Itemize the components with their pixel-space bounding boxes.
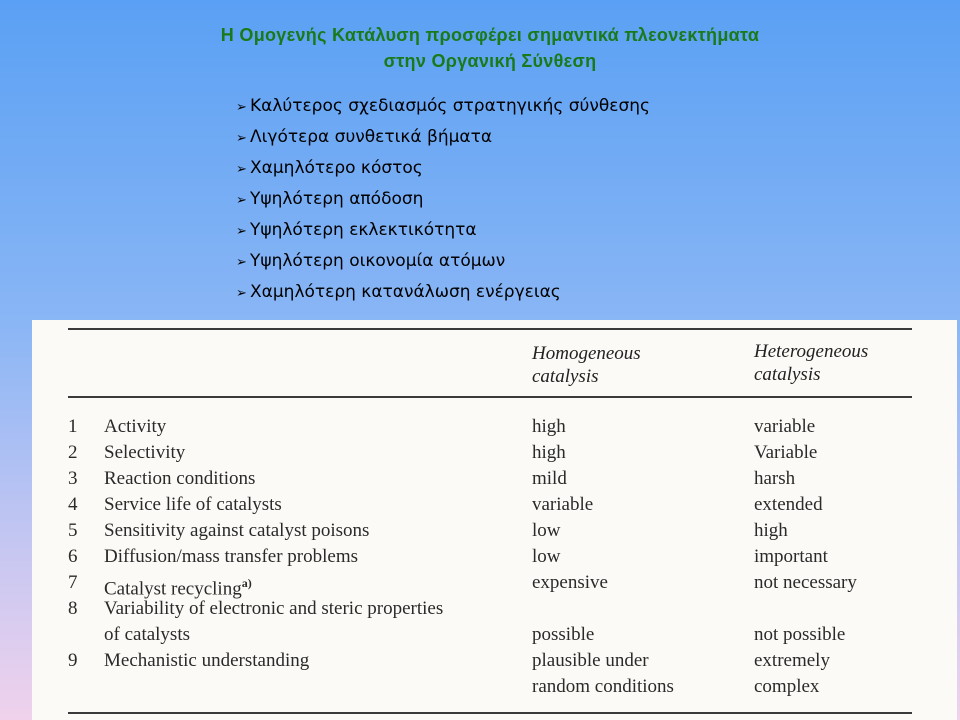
table-row [68,648,948,674]
table-row [68,622,948,648]
row-heterogeneous: not necessary [754,572,857,593]
row-number: 4 [68,494,78,515]
row-property: Variability of electronic and steric properties [104,598,444,619]
row-property: Sensitivity against catalyst poisons [104,520,370,541]
row-heterogeneous: harsh [754,468,796,489]
advantage-text: Υψηλότερη απόδοση [250,189,424,209]
row-property: Service life of catalysts [104,494,282,515]
row-property: Mechanistic understanding [104,650,310,671]
row-property-text: Catalyst recycling [104,578,242,600]
advantage-text: Υψηλότερη οικονομία ατόμων [250,251,506,271]
table-row [68,414,948,440]
row-homogeneous: expensive [532,572,608,593]
arrow-bullet-icon: ➢ [236,224,247,239]
row-property: of catalysts [104,624,191,645]
row-number: 5 [68,520,78,541]
advantage-item [236,154,650,185]
table-row [68,544,948,570]
header-homogeneous: Homogeneous catalysis [532,343,641,387]
table-bottom-rule [68,712,912,714]
row-homogeneous: random conditions [532,676,674,697]
row-heterogeneous: extremely [754,650,830,671]
row-property: Diffusion/mass transfer problems [104,546,358,567]
table-row [68,440,948,466]
advantage-item [236,92,650,123]
table-header-rule [68,396,912,398]
table-row [68,596,948,622]
advantage-text: Χαμηλότερο κόστος [250,158,423,178]
row-heterogeneous: Variable [754,442,818,463]
header-heterogeneous: Heterogeneous catalysis [754,341,869,385]
row-heterogeneous: not possible [754,624,846,645]
slide-title-line-1: Η Ομογενής Κατάλυση προσφέρει σημαντικά πλεονεκτήματα [220,25,760,45]
row-number: 7 [68,572,78,593]
row-number: 8 [68,598,78,619]
arrow-bullet-icon: ➢ [236,286,247,301]
advantage-item [236,247,650,278]
slide-title [0,22,960,74]
row-homogeneous: high [532,442,566,463]
advantage-text: Υψηλότερη εκλεκτικότητα [250,220,477,240]
row-number: 3 [68,468,78,489]
row-property: Activity [104,416,167,437]
table-row [68,570,948,600]
slide-title-line-2: στην Οργανική Σύνθεση [383,51,597,71]
advantage-item [236,278,650,309]
row-homogeneous: possible [532,624,595,645]
row-number: 6 [68,546,78,567]
advantage-item [236,185,650,216]
arrow-bullet-icon: ➢ [236,255,247,270]
row-heterogeneous: important [754,546,828,567]
advantage-item [236,216,650,247]
table-top-rule [68,328,912,330]
arrow-bullet-icon: ➢ [236,162,247,177]
row-number: 2 [68,442,78,463]
row-heterogeneous: extended [754,494,823,515]
table-row [68,674,948,700]
row-property: Reaction conditions [104,468,256,489]
arrow-bullet-icon: ➢ [236,193,247,208]
row-homogeneous: mild [532,468,567,489]
advantage-text: Χαμηλότερη κατανάλωση ενέργειας [250,282,561,302]
row-homogeneous: low [532,546,561,567]
table-row [68,518,948,544]
row-homogeneous: plausible under [532,650,649,671]
row-heterogeneous: variable [754,416,816,437]
advantage-item [236,123,650,154]
row-number: 1 [68,416,78,437]
row-property: Selectivity [104,442,186,463]
row-homogeneous: variable [532,494,594,515]
arrow-bullet-icon: ➢ [236,131,247,146]
advantage-text: Λιγότερα συνθετικά βήματα [250,127,493,147]
row-heterogeneous: complex [754,676,820,697]
footnote-marker: a) [241,576,252,590]
advantages-list [236,92,650,309]
table-row [68,466,948,492]
advantage-text: Καλύτερος σχεδιασμός στρατηγικής σύνθεσης [250,96,650,116]
table-row [68,492,948,518]
row-number: 9 [68,650,78,671]
row-heterogeneous: high [754,520,788,541]
arrow-bullet-icon: ➢ [236,100,247,115]
comparison-table-image [32,320,957,720]
row-homogeneous: high [532,416,566,437]
row-homogeneous: low [532,520,561,541]
